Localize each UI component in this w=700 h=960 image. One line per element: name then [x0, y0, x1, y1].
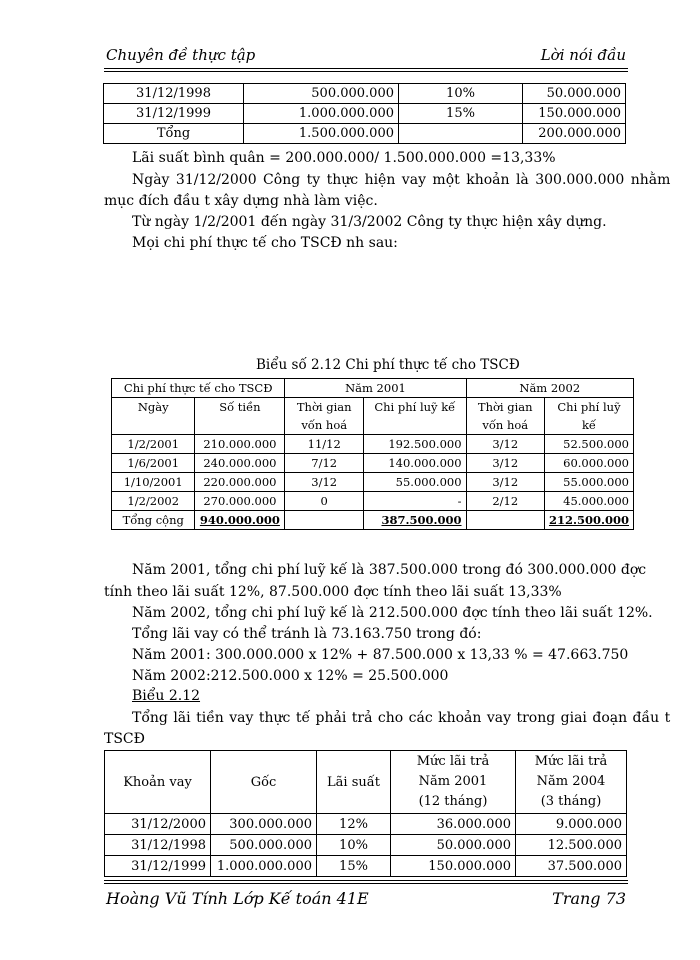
paragraph: Từ ngày 1/2/2001 đến ngày 31/3/2002 Công ty thực hiện xây dựng.: [132, 214, 607, 230]
table-caption: Biểu số 2.12 Chi phí thực tế cho TSCĐ: [256, 357, 520, 373]
paragraph: Lãi suất bình quân = 200.000.000/ 1.500.000.000 =13,33%: [132, 150, 556, 166]
paragraph: Năm 2001, tổng chi phí luỹ kế là 387.500.000 trong đó 300.000.000 đợc: [132, 562, 647, 578]
footer-right: Trang 73: [552, 889, 626, 908]
table-interest: [104, 750, 627, 877]
paragraph: Mọi chi phí thực tế cho TSCĐ nh sau:: [132, 235, 398, 251]
table-head-row: Ngày Số tiền Thời gian Chi phí luỹ kế Thời gian Chi phí luỹ: [112, 398, 634, 417]
paragraph: mục đích đầu t xây dựng nhà làm việc.: [104, 193, 378, 209]
table-row: 31/12/1999 1.000.000.000 15% 150.000.000: [104, 104, 626, 124]
table-head-row: Khoản vay Gốc Lãi suất Mức lãi trả Năm 2001 (12 tháng) Mức lãi trả Năm 2004 (3 tháng): [105, 751, 627, 814]
table-row-total: Tổng cộng 940.000.000 387.500.000 212.500.000: [112, 511, 634, 530]
header-right: Lời nói đầu: [540, 46, 626, 64]
table-row: 31/12/1999 1.000.000.000 15% 150.000.000 37.500.000: [105, 856, 627, 877]
table-head-row: vốn hoá vốn hoá kế: [112, 416, 634, 435]
paragraph: Năm 2001: 300.000.000 x 12% + 87.500.000 x 13,33 % = 47.663.750: [132, 647, 629, 663]
header-left: Chuyên đề thực tập: [106, 46, 256, 64]
table-row: 1/2/2001 210.000.000 11/12 192.500.000 3/12 52.500.000: [112, 435, 634, 454]
paragraph: Ngày 31/12/2000 Công ty thực hiện vay một khoản là 300.000.000 nhằm: [132, 172, 671, 188]
paragraph: Năm 2002, tổng chi phí luỹ kế là 212.500.000 đợc tính theo lãi suất 12%.: [132, 605, 653, 621]
footer-left: Hoàng Vũ Tính Lớp Kế toán 41E: [106, 889, 369, 908]
section-label: Biểu 2.12: [132, 688, 201, 704]
table-head-row: Chi phí thực tế cho TSCĐ Năm 2001 Năm 2002: [112, 379, 634, 398]
header-rule-thin: [104, 71, 628, 72]
table-top: [103, 83, 626, 144]
table-row: 31/12/1998 500.000.000 10% 50.000.000: [104, 84, 626, 104]
footer-rule: [104, 883, 628, 884]
table-row: 31/12/2000 300.000.000 12% 36.000.000 9.000.000: [105, 814, 627, 835]
paragraph: Tổng lãi tiền vay thực tế phải trả cho các khoản vay trong giai đoạn đầu t: [132, 710, 671, 726]
paragraph: tính theo lãi suất 12%, 87.500.000 đợc tính theo lãi suất 13,33%: [104, 584, 562, 600]
header-rule: [104, 68, 628, 69]
paragraph: Tổng lãi vay có thể tránh là 73.163.750 trong đó:: [132, 626, 482, 642]
footer-rule-thin: [104, 880, 628, 881]
table-row: 1/6/2001 240.000.000 7/12 140.000.000 3/12 60.000.000: [112, 454, 634, 473]
table-row-total: Tổng 1.500.000.000 200.000.000: [104, 124, 626, 144]
table-row: 31/12/1998 500.000.000 10% 50.000.000 12.500.000: [105, 835, 627, 856]
table-row: 1/10/2001 220.000.000 3/12 55.000.000 3/12 55.000.000: [112, 473, 634, 492]
paragraph: Năm 2002:212.500.000 x 12% = 25.500.000: [132, 668, 449, 684]
table-cost: [111, 378, 634, 530]
table-row: 1/2/2002 270.000.000 0 - 2/12 45.000.000: [112, 492, 634, 511]
paragraph: TSCĐ: [104, 731, 145, 747]
